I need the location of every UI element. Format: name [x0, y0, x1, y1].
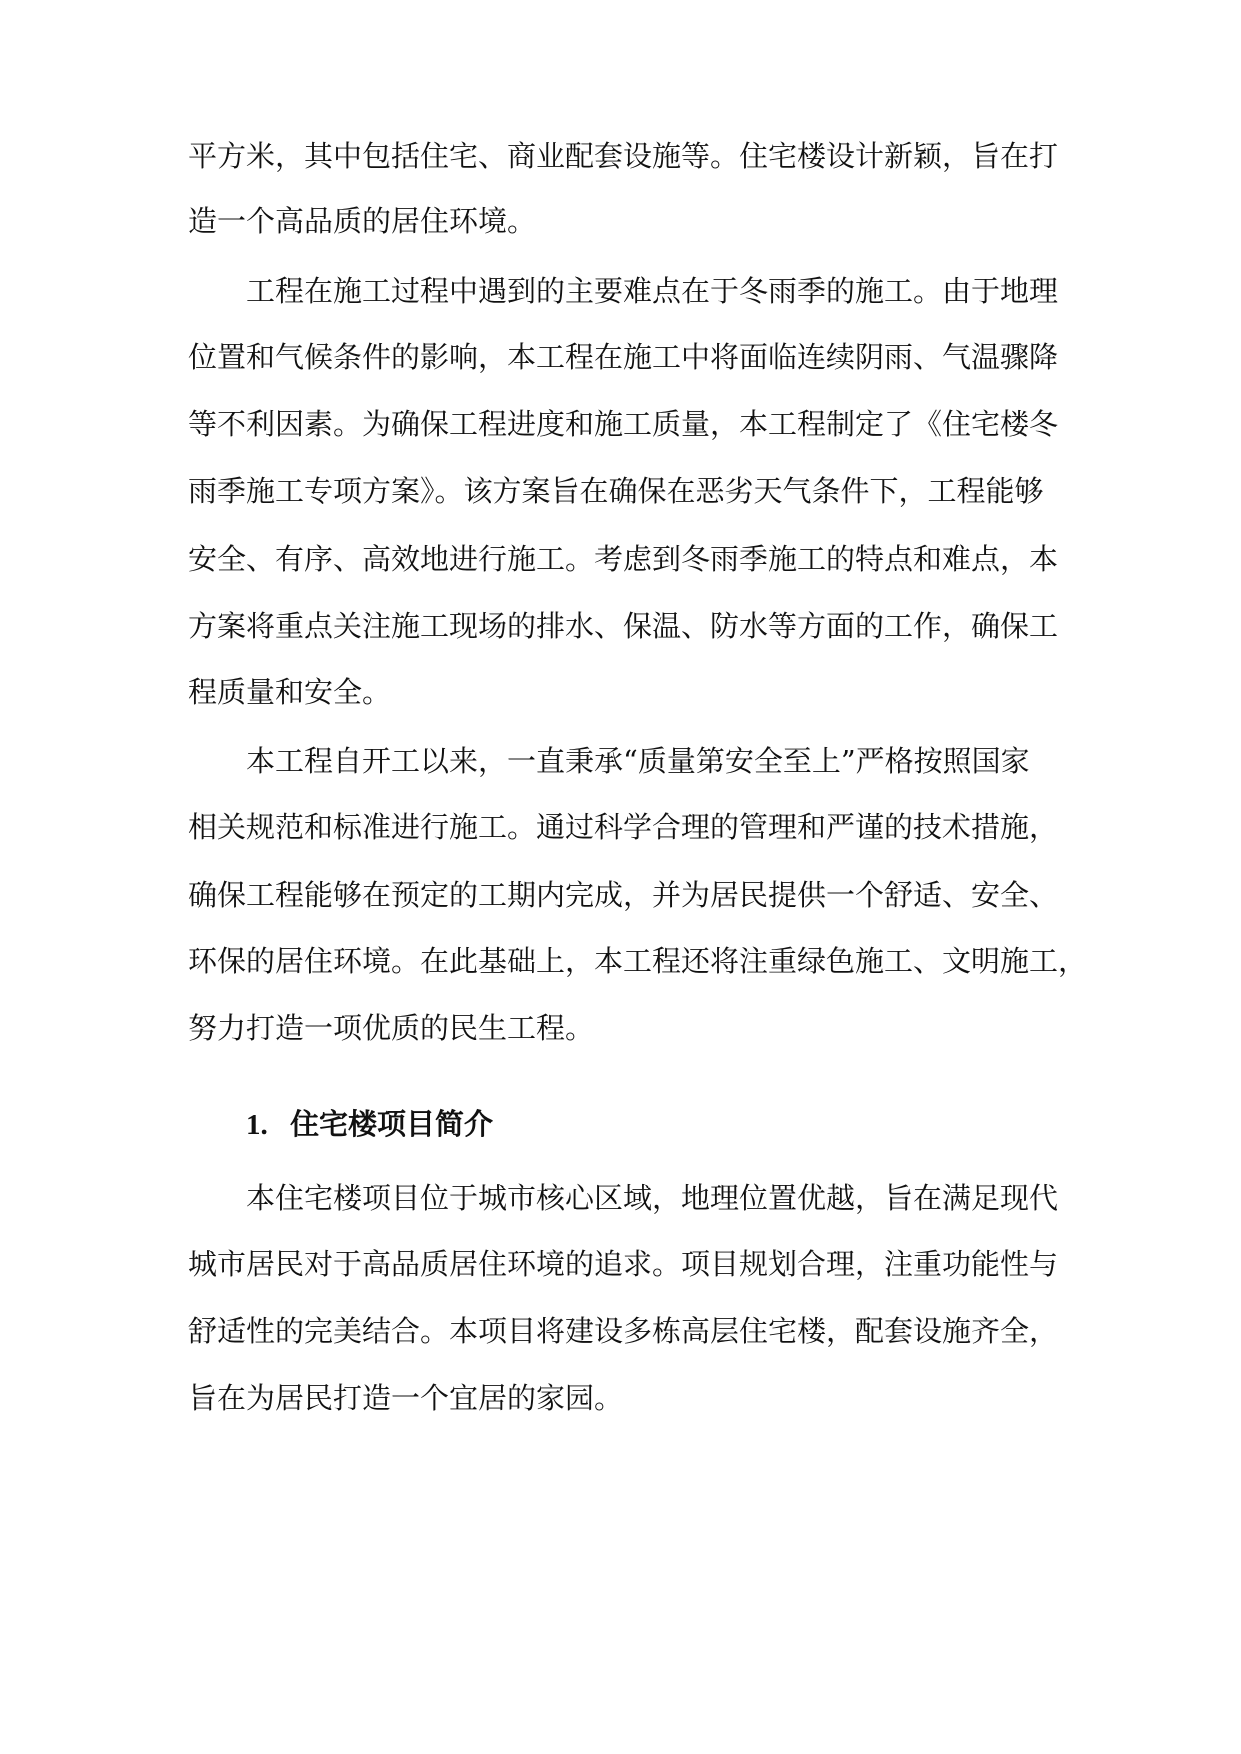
paragraph-2-line-5: 安全、有序、高效地进行施工。考虑到冬雨季施工的特点和难点，本 [188, 542, 1059, 576]
section-title: 住宅楼项目简介 [290, 1107, 494, 1141]
paragraph-2-line-4: 雨季施工专项方案》。该方案旨在确保在恶劣天气条件下，工程能够 [188, 474, 1044, 508]
section-paragraph-line-4: 旨在为居民打造一个宜居的家园。 [188, 1381, 624, 1415]
paragraph-2-line-3: 等不利因素。为确保工程进度和施工质量，本工程制定了《住宅楼冬 [188, 407, 1059, 441]
paragraph-2-line-7: 程质量和安全。 [188, 675, 392, 709]
paragraph-1-line-2: 造一个高品质的居住环境。 [188, 204, 537, 238]
paragraph-3-line-5: 努力打造一项优质的民生工程。 [188, 1011, 595, 1045]
paragraph-2-line-6: 方案将重点关注施工现场的排水、保温、防水等方面的工作，确保工 [188, 609, 1059, 643]
section-number: 1. [246, 1109, 268, 1141]
paragraph-3-line-1: 本工程自开工以来，一直秉承“质量第安全至上”严格按照国家 [246, 744, 1030, 778]
section-paragraph-line-1: 本住宅楼项目位于城市核心区域，地理位置优越，旨在满足现代 [246, 1181, 1059, 1215]
section-paragraph-line-3: 舒适性的完美结合。本项目将建设多栋高层住宅楼，配套设施齐全， [188, 1314, 1059, 1348]
paragraph-2-line-2: 位置和气候条件的影响，本工程在施工中将面临连续阴雨、气温骤降 [188, 340, 1059, 374]
paragraph-2-line-1: 工程在施工过程中遇到的主要难点在于冬雨季的施工。由于地理 [246, 274, 1059, 308]
section-heading [246, 1104, 493, 1144]
section-paragraph-line-2: 城市居民对于高品质居住环境的追求。项目规划合理，注重功能性与 [188, 1247, 1059, 1281]
paragraph-3-line-3: 确保工程能够在预定的工期内完成，并为居民提供一个舒适、安全、 [188, 878, 1059, 912]
paragraph-3-line-2: 相关规范和标准进行施工。通过科学合理的管理和严谨的技术措施， [188, 810, 1059, 844]
paragraph-3-line-4: 环保的居住环境。在此基础上，本工程还将注重绿色施工、文明施工， [188, 944, 1088, 978]
paragraph-1-line-1: 平方米，其中包括住宅、商业配套设施等。住宅楼设计新颖，旨在打 [188, 139, 1059, 173]
